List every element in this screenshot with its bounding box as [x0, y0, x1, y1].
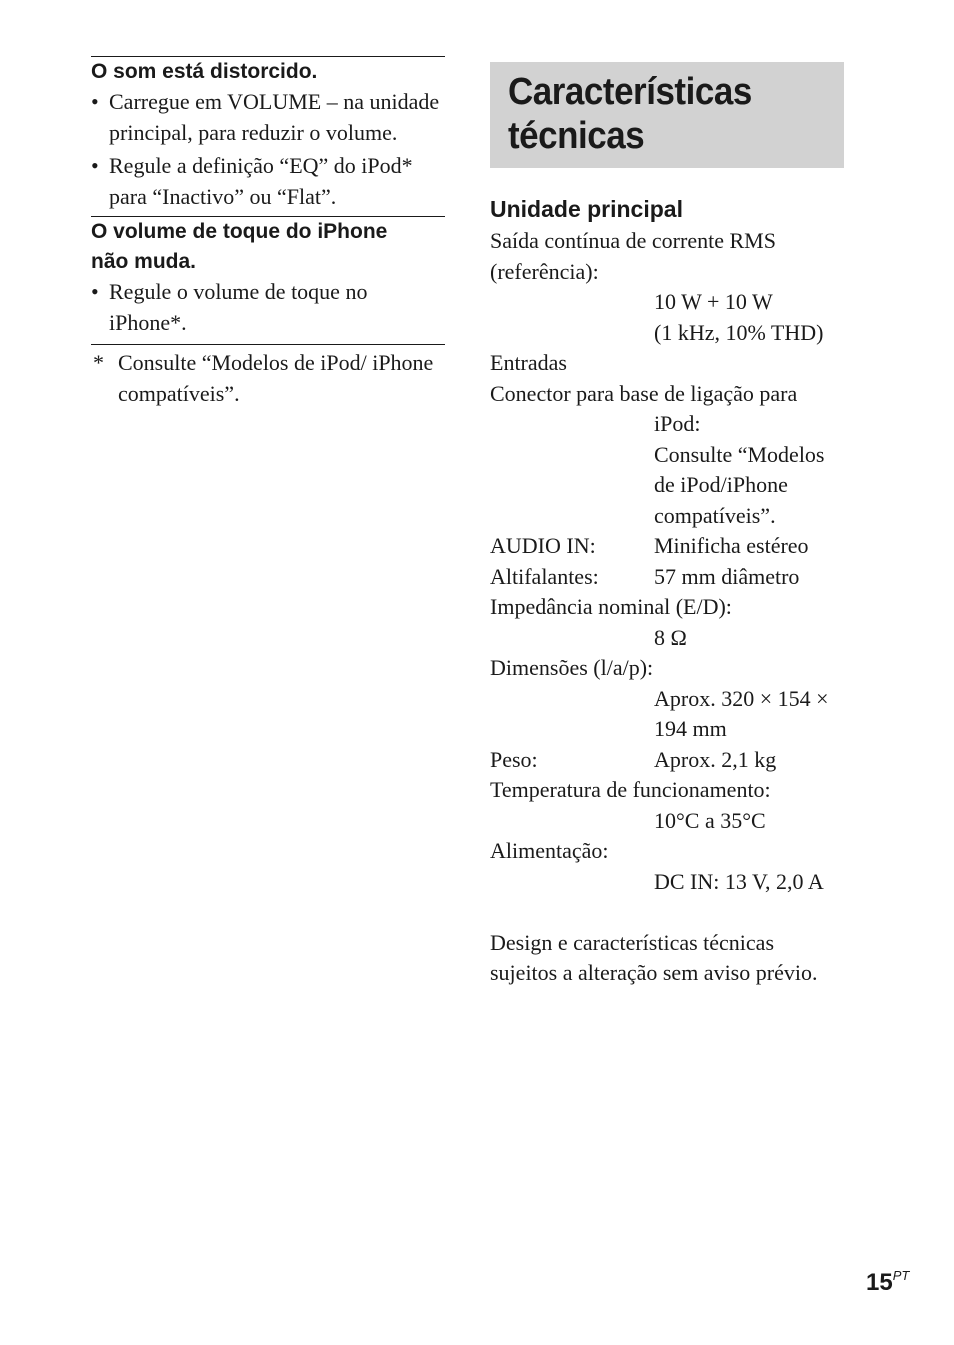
spec-label: Entradas: [490, 350, 567, 375]
spec-list: [490, 226, 844, 989]
spec-value: 57 mm diâmetro: [654, 563, 800, 589]
spec-value: 10 W + 10 W: [654, 289, 773, 314]
spec-value: Minificha estéreo: [654, 533, 809, 558]
page-number-value: 15: [866, 1269, 893, 1296]
section-heading-distorted-sound: O som está distorcido.: [91, 60, 318, 83]
section-divider: [91, 344, 445, 345]
spec-value: DC IN: 13 V, 2,0 A: [654, 868, 824, 894]
spec-row: [490, 562, 844, 593]
spec-value: Aprox. 320 × 154 ×: [654, 685, 829, 711]
bullet-list: [91, 87, 445, 212]
page-title: Características técnicas: [508, 71, 752, 157]
spec-value: iPod:: [654, 411, 701, 436]
spec-value: 194 mm: [654, 716, 727, 741]
footnote-marker: *: [93, 350, 104, 375]
page-language-suffix: PT: [892, 1268, 910, 1283]
subheading-main-unit: Unidade principal: [490, 196, 683, 222]
bullet-list: [91, 277, 445, 338]
spec-value: 10°C a 35°C: [654, 807, 766, 833]
disclaimer: Design e características técnicas sujeitos a alteração sem aviso prévio.: [490, 929, 818, 985]
spec-row: [490, 745, 844, 776]
spec-value: 8 Ω: [654, 624, 687, 650]
list-item: • Regule a definição “EQ” do iPod* para “Inactivo” ou “Flat”.: [91, 153, 413, 209]
bullet-icon: •: [91, 279, 99, 304]
spacer: [490, 897, 844, 928]
spec-label: Saída contínua de corrente RMS (referência):: [490, 228, 776, 284]
footnote: * Consulte “Modelos de iPod/ iPhone compatíveis”.: [93, 350, 434, 406]
section-heading-ringtone-volume: O volume de toque do iPhone não muda.: [91, 220, 388, 273]
spec-label: Impedância nominal (E/D):: [490, 594, 732, 619]
bullet-icon: •: [91, 89, 99, 114]
spec-label: AUDIO IN:: [490, 533, 596, 558]
spec-label: Dimensões (l/a/p):: [490, 655, 654, 680]
troubleshooting-column: [91, 56, 445, 409]
bullet-icon: •: [91, 153, 99, 178]
spec-value: Aprox. 2,1 kg: [654, 746, 777, 772]
list-item: • Regule o volume de toque no iPhone*.: [91, 279, 368, 335]
spec-row: [490, 531, 844, 562]
specifications-column: [490, 62, 844, 989]
spec-label: Peso:: [490, 746, 538, 772]
page-number: [866, 1268, 909, 1297]
spec-value: Consulte “Modelos de iPod/iPhone compatíveis”.: [654, 441, 825, 528]
list-item: • Carregue em VOLUME – na unidade principal, para reduzir o volume.: [91, 89, 440, 145]
spec-label: Conector para base de ligação para: [490, 380, 798, 406]
title-banner: [490, 62, 844, 168]
spec-label: Temperatura de funcionamento:: [490, 777, 771, 802]
spec-label: Alimentação:: [490, 838, 609, 863]
spec-value: (1 kHz, 10% THD): [654, 319, 824, 345]
spec-label: Altifalantes:: [490, 563, 599, 589]
